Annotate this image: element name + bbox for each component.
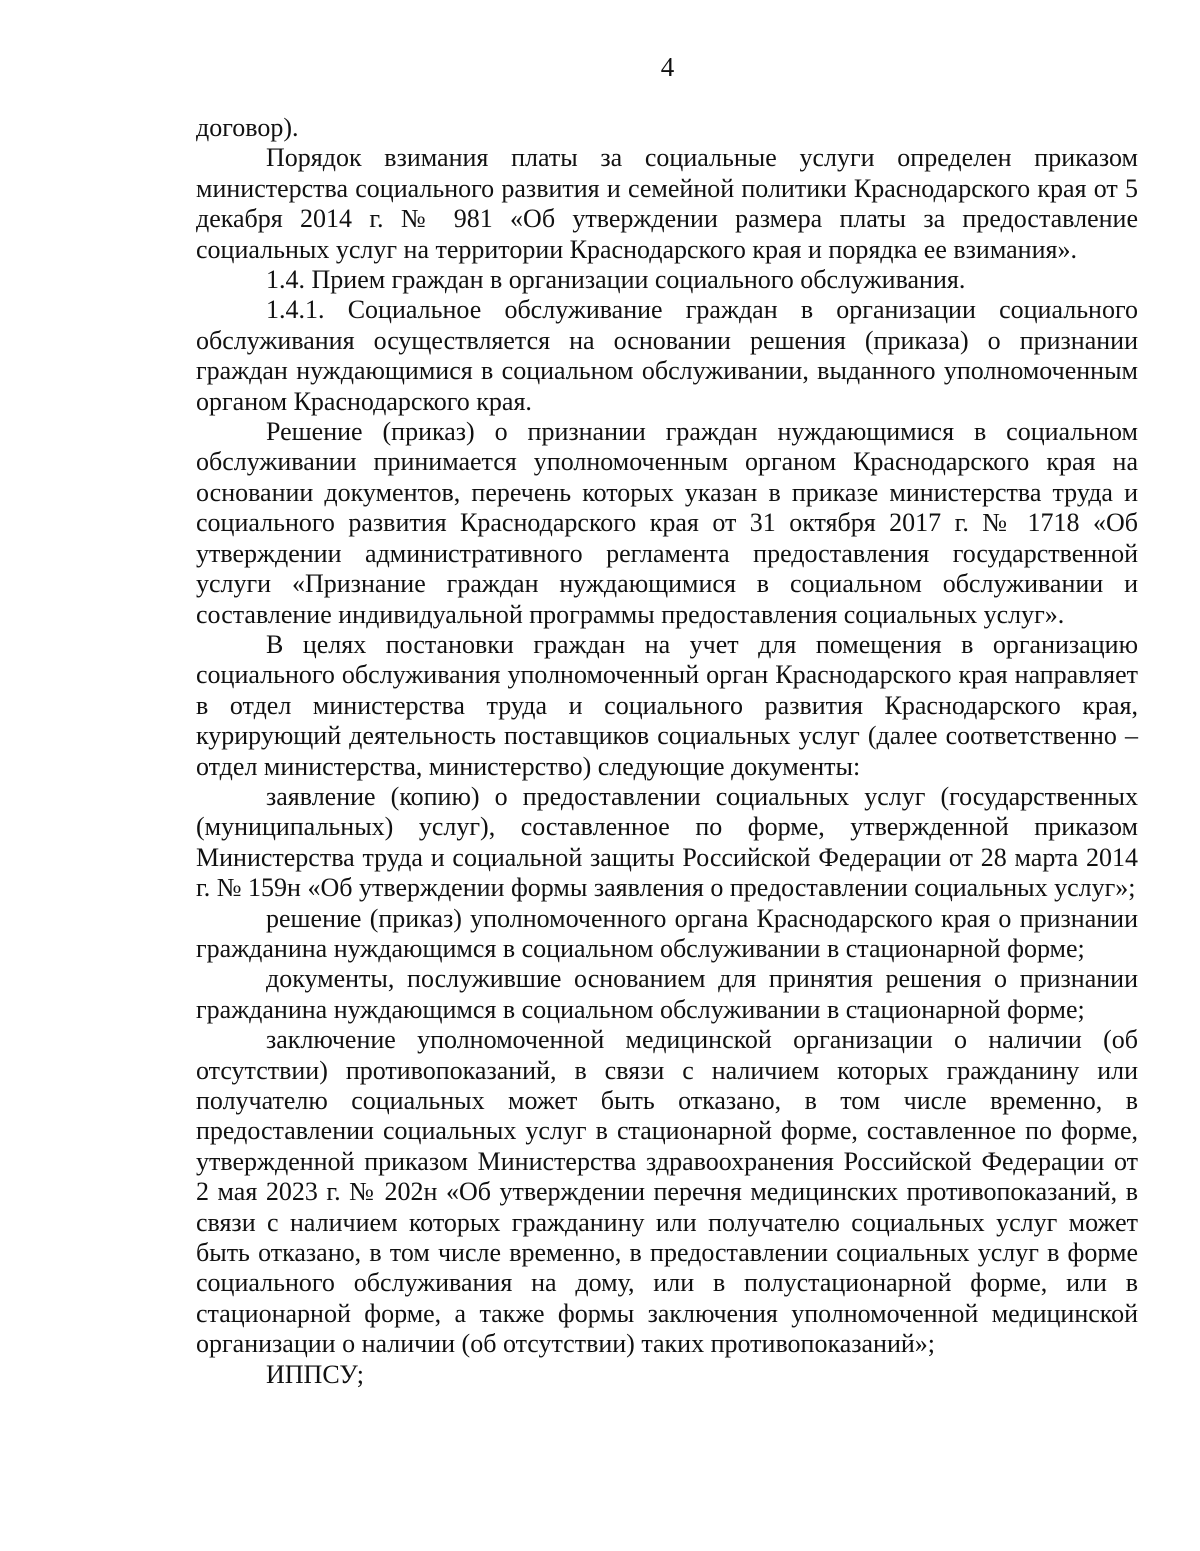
- list-item: ИППСУ;: [266, 1359, 364, 1389]
- list-item: решение (приказ) уполномоченного органа Краснодарского края о признании гражданина нуждающимся в социальном обслуживании в стационарной форме;: [196, 903, 1138, 963]
- list-item: документы, послужившие основанием для принятия решения о признании гражданина нуждающимся в социальном обслуживании в стационарной форме;: [196, 964, 1138, 1024]
- paragraph: В целях постановки граждан на учет для помещения в организацию социального обслуживания уполномоченный орган Краснодарского края направляет в отдел министерства труда и социального развития Краснодарского края, курирующий деятельность поставщиков социальных услуг (далее соответственно – отдел министерства, министерство) следующие документы:: [196, 629, 1138, 781]
- paragraph: Решение (приказ) о признании граждан нуждающимися в социальном обслуживании принимается уполномоченным органом Краснодарского края на основании документов, перечень которых указан в приказе министерства труда и социального развития Краснодарского края от 31 октября 2017 г. № 1718 «Об утверждении административного регламента предоставления государственной услуги «Признание граждан нуждающимися в социальном обслуживании и составление индивидуальной программы предоставления социальных услуг».: [196, 417, 1138, 629]
- paragraph: 1.4.1. Социальное обслуживание граждан в организации социального обслуживания осуществляется на основании решения (приказа) о признании граждан нуждающимися в социальном обслуживании, выданного уполномоченным органом Краснодарского края.: [196, 295, 1138, 416]
- list-item: заявление (копию) о предоставлении социальных услуг (государственных (муниципальных) услуг), составленное по форме, утвержденной приказом Министерства труда и социальной защиты Российской Федерации от 28 марта 2014 г. № 159н «Об утверждении формы заявления о предоставлении социальных услуг»;: [196, 781, 1138, 903]
- section-heading: 1.4. Прием граждан в организации социального обслуживания.: [266, 265, 966, 295]
- document-body: [196, 113, 1138, 1390]
- page-number: 4: [660, 52, 675, 82]
- paragraph: Порядок взимания платы за социальные услуги определен приказом министерства социального развития и семейной политики Краснодарского края от 5 декабря 2014 г. № 981 «Об утверждении размера платы за предоставление социальных услуг на территории Краснодарского края и порядка ее взимания».: [196, 143, 1138, 264]
- paragraph: договор).: [196, 113, 299, 142]
- list-item: заключение уполномоченной медицинской организации о наличии (об отсутствии) противопоказаний, в связи с наличием которых гражданину или получателю социальных может быть отказано, в том числе временно, в предоставлении социальных услуг в стационарной форме, составленное по форме, утвержденной приказом Министерства здравоохранения Российской Федерации от 2 мая 2023 г. № 202н «Об утверждении перечня медицинских противопоказаний, в связи с наличием которых гражданину или получателю социальных услуг может быть отказано, в том числе временно, в предоставлении социальных услуг в форме социального обслуживания на дому, или в полустационарной форме, или в стационарной форме, а также формы заключения уполномоченной медицинской организации о наличии (об отсутствии) таких противопоказаний»;: [196, 1025, 1138, 1359]
